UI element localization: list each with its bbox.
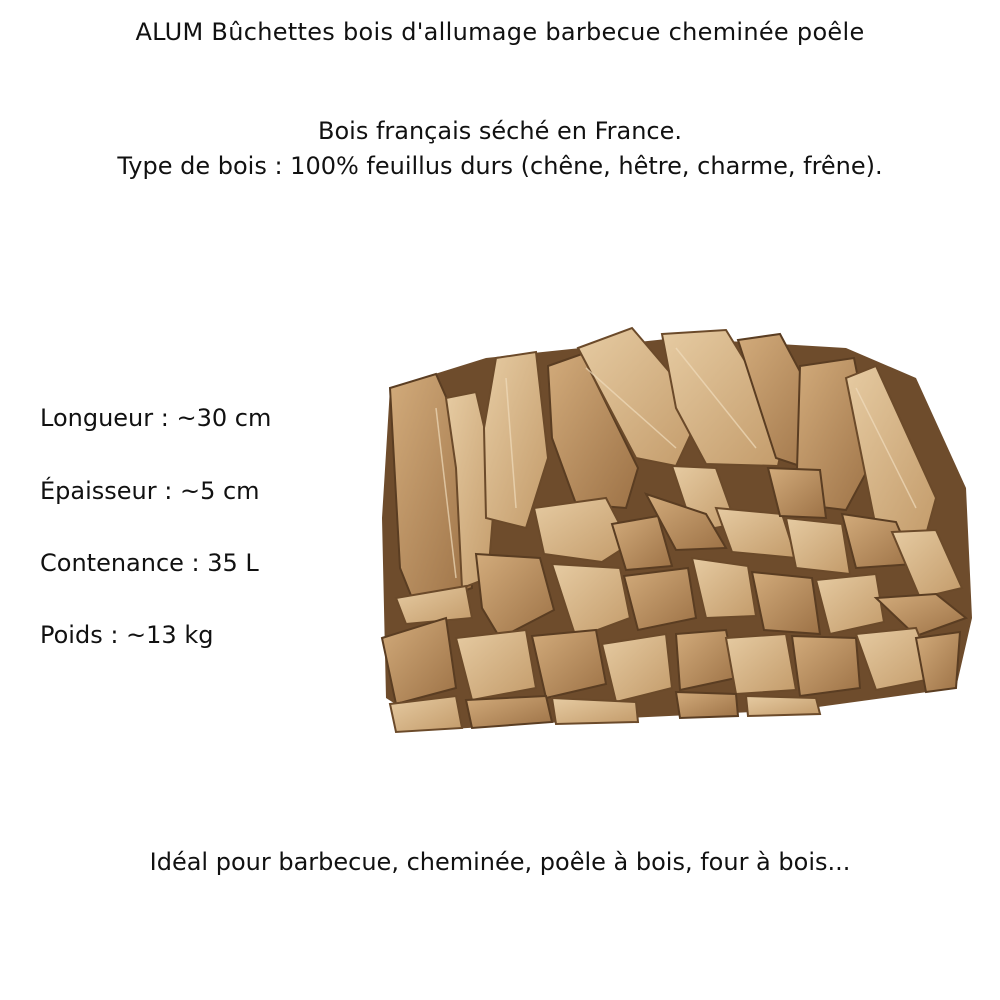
spec-length: Longueur : ~30 cm	[40, 404, 272, 432]
spec-volume: Contenance : 35 L	[40, 549, 259, 577]
spec-weight: Poids : ~13 kg	[40, 621, 214, 649]
product-title: ALUM Bûchettes bois d'allumage barbecue cheminée poêle	[135, 18, 865, 46]
woodpile-icon	[376, 318, 980, 738]
usage-line: Idéal pour barbecue, cheminée, poêle à bois, four à bois...	[149, 848, 851, 876]
spec-thickness: Épaisseur : ~5 cm	[40, 477, 260, 505]
wood-type-line: Type de bois : 100% feuillus durs (chêne, hêtre, charme, frêne).	[117, 152, 883, 180]
origin-line: Bois français séché en France.	[318, 117, 682, 145]
